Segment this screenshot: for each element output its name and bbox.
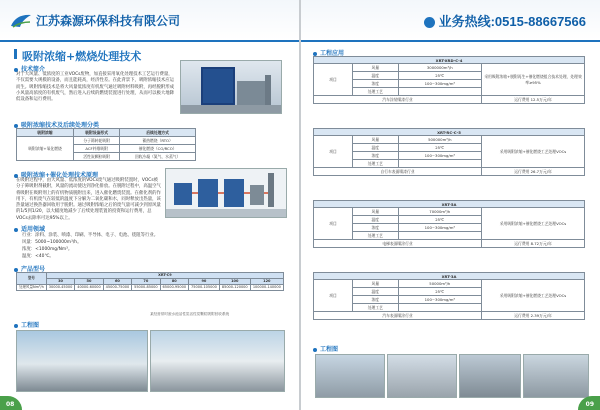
- case-run: 运行费用 12.5万元/年: [482, 96, 585, 104]
- project-photo-4: [387, 354, 457, 398]
- right-heading: 工程应用: [313, 48, 344, 57]
- method-2: 催化燃烧（CO/RCO）: [120, 145, 196, 153]
- cell: 处理工艺: [353, 304, 399, 312]
- cell: 100~300mg/m³: [398, 296, 481, 304]
- scope-line-2: 风量：5000~100000m³/h。: [22, 240, 82, 245]
- project-photo-1: [16, 330, 148, 392]
- case-code: XRT-3A: [314, 273, 585, 280]
- cell: 浓度: [353, 152, 399, 160]
- model-6: 100: [219, 278, 250, 284]
- cell: 风量: [353, 208, 399, 216]
- value-6: 85000-120000: [219, 284, 250, 291]
- cell: 风量: [353, 64, 399, 72]
- phone-icon: [424, 17, 435, 28]
- cell: 温度: [353, 216, 399, 224]
- classify-table: [16, 128, 196, 161]
- model-5: 90: [189, 278, 220, 284]
- case-run: 运行费用 8.72万元/年: [482, 240, 585, 248]
- cell: 100~300mg/m³: [398, 80, 481, 88]
- bullet-icon: [14, 124, 18, 128]
- th-method: 后续处理方式: [120, 129, 196, 137]
- row-label: 吸附浓缩+氧化燃烧: [17, 137, 74, 161]
- left-page: [0, 0, 299, 410]
- case-run: 运行费用 26.7万元/年: [482, 168, 585, 176]
- intro-text: 对于大风量、低浓度的工业VOCs废物，加直接采用氧化处理技术工艺运行费量，不仅需要大规模的设备，而且能耗高，经济性差。在此背景下，吸附浓缩技术应运而生。吸附浓缩技术是将大风量低浓度有机废气通过吸附材料吸附，再经脱附形成小风量高浓度的有机废气，然后进入后续的燃烧装置进行处理，从而可以极大地降低设备和运行费用。: [16, 72, 175, 103]
- right-header-band: [301, 0, 600, 42]
- model-0: 30: [46, 278, 74, 284]
- scope-line-1: 行业：涂料、涂装、喷漆、印刷、半导体、电子、电池、绕阻等行业。: [22, 233, 159, 238]
- spec-row-label: 处理风量Nm³/h: [17, 284, 47, 291]
- principle-text: 在吸附过程中，由大风量、低浓度的VOCs废气通过吸附装置时，VOCs被分子筛吸附剂截附，风量的流动使达到净化排放。在脱附过程中，高温空气将吸附在吸附剂上的有机物质脱附出来，进入催化燃烧装置。在催化剂的作用下，有机废气在较低的温度下分解为二氧化碳和水，同时释放出热量，该热量通过换热器回收用于脱附。通过吸附浓缩之后的废气量可减少到原风量的1/5到1/20，以大幅度地减少了后续处理装置的投资和运行费用，总VOCs去除率可达95%以上。: [16, 178, 161, 221]
- spec-group: XRT-C9: [46, 273, 283, 279]
- right-photos-heading: 工程图: [313, 344, 338, 353]
- bullet-icon: [14, 174, 18, 178]
- model-7: 120: [250, 278, 283, 284]
- cell: [398, 304, 481, 312]
- process-illustration: [166, 169, 286, 217]
- spec-header-left: 型号: [17, 273, 47, 285]
- th-device: 吸附设备形式: [74, 129, 120, 137]
- model-4: 80: [160, 278, 188, 284]
- cell: 处理工艺: [353, 232, 399, 240]
- classify-heading: 吸附浓缩技术及后续处理分类: [14, 120, 99, 129]
- cell: 50000m³/h: [398, 280, 481, 288]
- case-run: 运行费用 2.39万元/年: [482, 312, 585, 320]
- value-3: 55000-85000: [132, 284, 160, 291]
- case-process: 采用吸附浓缩+脱附再生+催化燃烧组合技术处理，处理效率≥95%: [482, 64, 585, 96]
- cell: 100~300mg/m³: [398, 152, 481, 160]
- method-3: 回收冷凝（氮气、水蒸气）: [120, 153, 196, 161]
- device-1: 分子筛转轮吸附: [74, 137, 120, 145]
- company-logo-icon: [10, 12, 32, 28]
- process-diagram: [165, 168, 287, 218]
- project-photo-5: [459, 354, 521, 398]
- model-1: 50: [75, 278, 103, 284]
- case-cond-label: 项目: [314, 280, 353, 312]
- case-industry: 电梯表面喷涂行业: [314, 240, 482, 248]
- device-2: ACF纤维吸附: [74, 145, 120, 153]
- equipment-illustration: [181, 61, 281, 113]
- method-1: 蓄热燃烧（RTO）: [120, 137, 196, 145]
- cell: 25℃: [398, 216, 481, 224]
- case-industry: 自行车表面喷漆行业: [314, 168, 482, 176]
- case-code: XRT-5A: [314, 201, 585, 208]
- value-2: 45000-75000: [103, 284, 131, 291]
- cell: 处理工艺: [353, 88, 399, 96]
- value-0: 30000-45000: [46, 284, 74, 291]
- cell: 25℃: [398, 72, 481, 80]
- bullet-icon: [313, 52, 317, 56]
- cell: 温度: [353, 288, 399, 296]
- device-3: 活性炭颗粒吸附: [74, 153, 120, 161]
- cell: 3000000m³/h: [398, 64, 481, 72]
- spec-table: [16, 272, 284, 291]
- case-cond-label: 项目: [314, 208, 353, 240]
- cell: [398, 160, 481, 168]
- case-process: 采用吸附浓缩+催化燃烧工艺处理VOCs: [482, 136, 585, 168]
- title-bar: [14, 49, 17, 59]
- bullet-icon: [14, 324, 18, 328]
- hotline: 业务热线:0515-88667566: [424, 11, 586, 30]
- value-1: 40000-60000: [75, 284, 103, 291]
- left-page-number: 08: [6, 401, 15, 408]
- left-photos-heading: 工程图: [14, 320, 39, 329]
- case-code: XRT-XRD-C-4: [314, 57, 585, 64]
- cell: 浓度: [353, 224, 399, 232]
- principle-heading: 吸附浓缩+催化处理技术原理: [14, 170, 98, 179]
- model-3: 70: [132, 278, 160, 284]
- cell: 处理工艺: [353, 160, 399, 168]
- value-7: 100000-140000: [250, 284, 283, 291]
- cell: 温度: [353, 72, 399, 80]
- scope-heading: 适用领域: [14, 224, 45, 233]
- bullet-icon: [14, 228, 18, 232]
- cell: 500000m³/h: [398, 136, 481, 144]
- th-adsorb: 吸附浓缩: [17, 129, 74, 137]
- cell: [398, 88, 481, 96]
- left-header-band: [0, 0, 299, 42]
- bullet-icon: [14, 268, 18, 272]
- cell: 风量: [353, 136, 399, 144]
- project-photo-2: [150, 330, 285, 392]
- equipment-photo: [180, 60, 282, 114]
- cell: 浓度: [353, 296, 399, 304]
- case-cond-label: 项目: [314, 64, 353, 96]
- cell: 70000m³/h: [398, 208, 481, 216]
- cell: 25℃: [398, 144, 481, 152]
- bullet-icon: [313, 348, 317, 352]
- right-page: [301, 0, 600, 410]
- page-title: 吸附浓缩+燃烧处理技术: [22, 50, 142, 63]
- project-photo-3: [315, 354, 385, 398]
- case-industry: 汽车涂装喷漆行业: [314, 96, 482, 104]
- cell: 100~300mg/m³: [398, 224, 481, 232]
- cell: 浓度: [353, 80, 399, 88]
- case-table-1: [313, 56, 585, 104]
- company-name: 江苏森源环保科技有限公司: [36, 14, 181, 28]
- case-table-3: [313, 200, 585, 248]
- cell: 风量: [353, 280, 399, 288]
- value-4: 65000-95000: [160, 284, 188, 291]
- right-page-number: 09: [585, 401, 594, 408]
- scope-line-4: 温度：<40℃。: [22, 254, 54, 259]
- case-table-4: [313, 272, 585, 320]
- cell: 温度: [353, 144, 399, 152]
- cell: 25℃: [398, 288, 481, 296]
- model-2: 60: [103, 278, 131, 284]
- value-5: 75000-105000: [189, 284, 220, 291]
- project-photo-6: [523, 354, 589, 398]
- case-process: 采用吸附浓缩+催化燃烧工艺处理VOCs: [482, 208, 585, 240]
- case-process: 采用吸附浓缩+催化燃烧工艺处理VOCs: [482, 280, 585, 312]
- case-industry: 汽车表面喷涂行业: [314, 312, 482, 320]
- cell: [398, 232, 481, 240]
- case-table-2: [313, 128, 585, 176]
- scope-line-3: 浓度：<1000mg/Nm³。: [22, 247, 73, 252]
- image-caption: 某经营常时废水池活性炭活性炭颗粒吸附回收系统: [150, 312, 230, 316]
- case-code: XRT-RC-C-5: [314, 129, 585, 136]
- params-heading: 产品型号: [14, 264, 45, 273]
- intro-heading: 技术简介: [14, 64, 45, 73]
- case-cond-label: 项目: [314, 136, 353, 168]
- bullet-icon: [14, 68, 18, 72]
